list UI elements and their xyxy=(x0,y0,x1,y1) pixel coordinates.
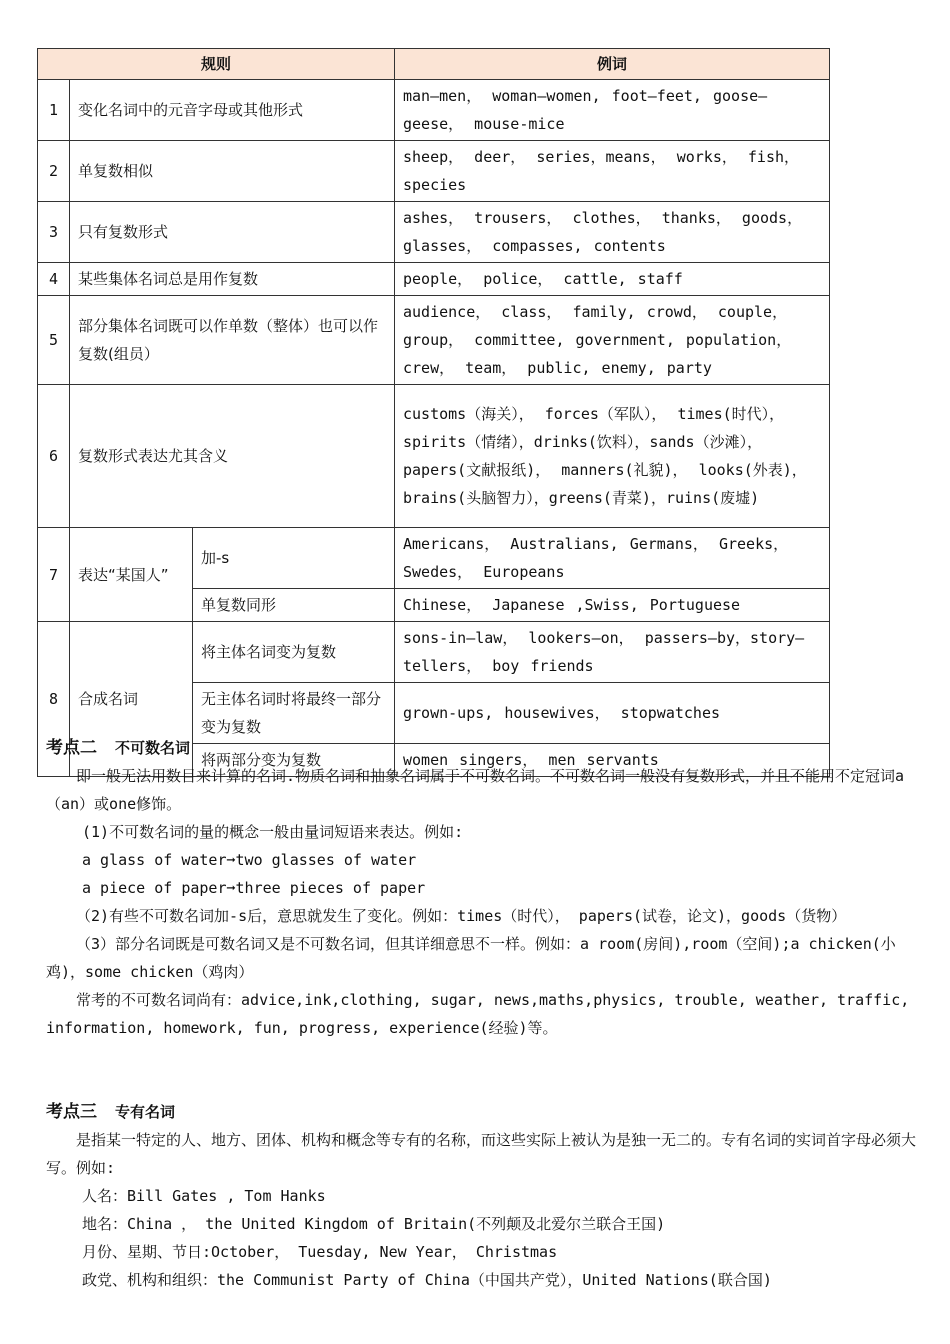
example-cell: customs（海关）， forces（军队）， times(时代），spirits（情绪），drinks(饮料），sands（沙滩），papers(文献报纸)， manners(礼貌)， looks(外表)， brains(头脑智力），greens(青菜)，ruins(废墟) xyxy=(395,385,830,528)
sub-rule-cell: 单复数同形 xyxy=(193,589,395,622)
example-cell: people， police， cattle, staff xyxy=(395,263,830,296)
table-header-row xyxy=(38,49,830,80)
sub-rule-cell: 将主体名词变为复数 xyxy=(193,622,395,683)
sub-rule-cell: 无主体名词时将最终一部分变为复数 xyxy=(193,683,395,744)
table-row xyxy=(38,296,830,385)
paragraph: 是指某一特定的人、地方、团体、机构和概念等专有的名称，而这些实际上被认为是独一无二的。专有名词的实词首字母必须大写。例如: xyxy=(46,1131,917,1177)
rule-cell: 部分集体名词既可以作单数（整体）也可以作复数(组员） xyxy=(70,296,395,385)
row-number: 8 xyxy=(38,622,70,777)
rule-cell: 单复数相似 xyxy=(70,141,395,202)
example-line: 政党、机构和组织：the Communist Party of China（中国共产党），United Nations(联合国) xyxy=(82,1271,772,1289)
rule-cell: 表达“某国人” xyxy=(70,528,193,622)
row-number: 5 xyxy=(38,296,70,385)
example-line: 人名：Bill Gates , Tom Hanks xyxy=(82,1187,326,1205)
example-cell: grown-ups, housewives， stopwatches xyxy=(395,683,830,744)
table-row xyxy=(38,80,830,141)
sub-rule-cell: 将两部分变为复数 xyxy=(193,744,395,777)
rule-cell: 变化名词中的元音字母或其他形式 xyxy=(70,80,395,141)
row-number: 2 xyxy=(38,141,70,202)
section-heading xyxy=(46,1098,918,1126)
example-line: 地名：China ， the United Kingdom of Britain(不列颠及北爱尔兰联合王国) xyxy=(82,1215,666,1233)
paragraph: 即一般无法用数目来计算的名词.物质名词和抽象名词属于不可数名词。不可数名词一般没有复数形式，并且不能用不定冠词a（an）或one修饰。 xyxy=(46,767,905,813)
example-cell: Americans， Australians, Germans， Greeks，Swedes， Europeans xyxy=(395,528,830,589)
row-number: 4 xyxy=(38,263,70,296)
paragraph: （2)有些不可数名词加-s后，意思就发生了变化。例如：times（时代）， papers(试卷，论文)，goods（货物） xyxy=(76,907,847,925)
section-heading xyxy=(46,734,918,762)
example-line: 月份、星期、节日:October， Tuesday, New Year， Christmas xyxy=(82,1243,558,1261)
table-row xyxy=(38,622,830,683)
paragraph: （3）部分名词既是可数名词又是不可数名词，但其详细意思不一样。例如：a room(房间),room（空间);a chicken(小鸡)，some chicken（鸡肉） xyxy=(46,935,896,981)
rule-cell: 某些集体名词总是用作复数 xyxy=(70,263,395,296)
table-row xyxy=(38,263,830,296)
example-cell: sons-in—law， lookers—on， passers—by，story—tellers， boy friends xyxy=(395,622,830,683)
header-rule: 规则 xyxy=(38,49,395,80)
rule-cell: 复数形式表达尤其含义 xyxy=(70,385,395,528)
example-cell: man—men， woman—women, foot—feet, goose—geese， mouse-mice xyxy=(395,80,830,141)
row-number: 3 xyxy=(38,202,70,263)
row-number: 7 xyxy=(38,528,70,622)
table-row xyxy=(38,202,830,263)
section-subtitle: 专有名词 xyxy=(115,1103,176,1121)
example-cell: Chinese， Japanese ,Swiss, Portuguese xyxy=(395,589,830,622)
row-number: 6 xyxy=(38,385,70,528)
example-cell: sheep， deer， series，means， works， fish，species xyxy=(395,141,830,202)
example-cell: ashes， trousers， clothes， thanks， goods，glasses， compasses, contents xyxy=(395,202,830,263)
section-title: 考点二 xyxy=(46,738,97,758)
plural-rules-table xyxy=(37,48,830,777)
header-example: 例词 xyxy=(395,49,830,80)
example-line: a glass of water➞two glasses of water xyxy=(82,851,417,869)
example-cell: audience， class， family, crowd， couple，group， committee, government, population，crew， team， public, enemy, party xyxy=(395,296,830,385)
paragraph: 常考的不可数名词尚有：advice,ink,clothing, sugar, news,maths,physics, trouble, weather, traffic, information, homework, fun, progress, experience(经验)等。 xyxy=(46,991,910,1037)
section-title: 考点三 xyxy=(46,1102,97,1122)
section-proper-nouns xyxy=(46,1098,918,1294)
rule-cell: 合成名词 xyxy=(70,622,193,777)
section-subtitle: 不可数名词 xyxy=(115,739,191,757)
table-row xyxy=(38,528,830,589)
section-uncountable-nouns xyxy=(46,734,918,1042)
example-line: a piece of paper➞three pieces of paper xyxy=(82,879,426,897)
example-cell: women singers， men servants xyxy=(395,744,830,777)
table-row xyxy=(38,141,830,202)
paragraph: (1)不可数名词的量的概念一般由量词短语来表达。例如: xyxy=(82,823,464,841)
row-number: 1 xyxy=(38,80,70,141)
table-row xyxy=(38,385,830,528)
rule-cell: 只有复数形式 xyxy=(70,202,395,263)
sub-rule-cell: 加-s xyxy=(193,528,395,589)
